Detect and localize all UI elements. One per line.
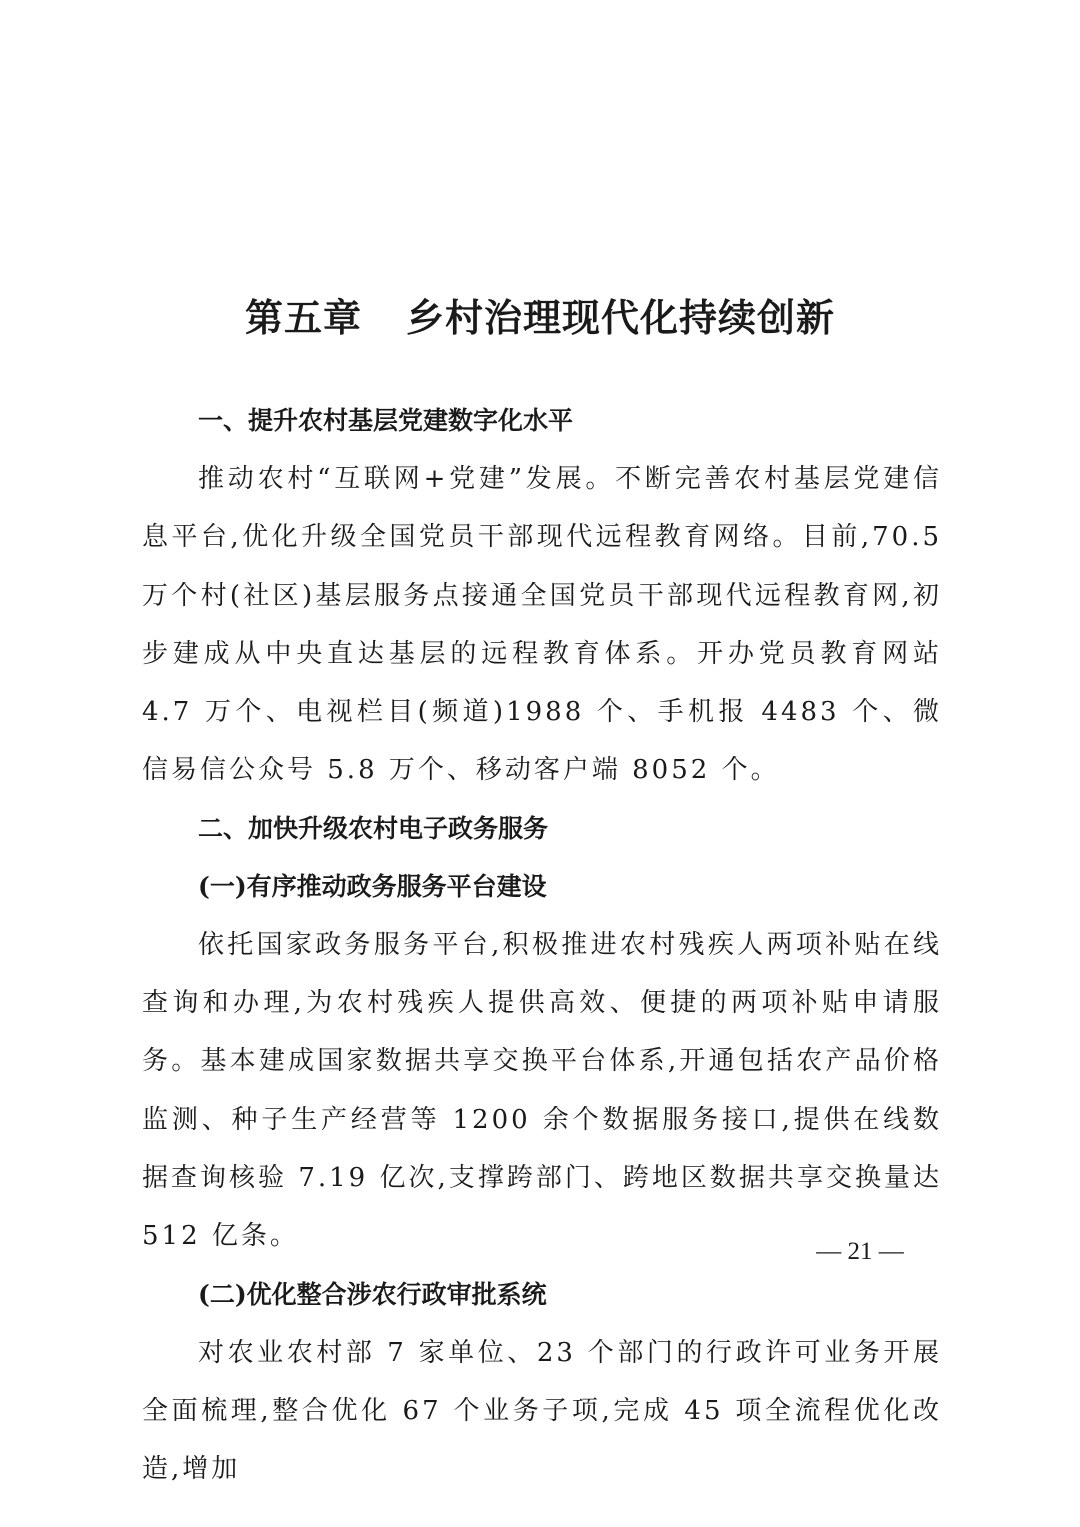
section-1-paragraph: 推动农村“互联网+党建”发展。不断完善农村基层党建信息平台,优化升级全国党员干部现代远程教育网络。目前,70.5 万个村(社区)基层服务点接通全国党员干部现代远程教育网,初步建成从中央直达基层的远程教育体系。开办党员教育网站 4.7 万个、电视栏目(频道)1988 个、手机报 4483 个、微信易信公众号 5.8 万个、移动客户端 8052 个。 bbox=[142, 464, 942, 786]
section-heading-2: 二、加快升级农村电子政务服务 bbox=[198, 813, 549, 843]
subsection-heading-1: (一)有序推动政务服务平台建设 bbox=[198, 871, 547, 901]
body-content bbox=[142, 392, 942, 1498]
subsection-1-paragraph: 依托国家政务服务平台,积极推进农村残疾人两项补贴在线查询和办理,为农村残疾人提供高效、便捷的两项补贴申请服务。基本建成国家数据共享交换平台体系,开通包括农产品价格监测、种子生产经营等 1200 余个数据服务接口,提供在线数据查询核验 7.19 亿次,支撑跨部门、跨地区数据共享交换量达 512 亿条。 bbox=[142, 929, 942, 1252]
chapter-name: 乡村治理现代化持续创新 bbox=[406, 295, 836, 340]
section-heading-1: 一、提升农村基层党建数字化水平 bbox=[198, 406, 574, 435]
subsection-heading-2: (二)优化整合涉农行政审批系统 bbox=[198, 1279, 547, 1309]
page-number: — 21 — bbox=[816, 1238, 904, 1265]
subsection-2-paragraph: 对农业农村部 7 家单位、23 个部门的行政许可业务开展全面梳理,整合优化 67 个业务子项,完成 45 项全流程优化改造,增加 bbox=[142, 1337, 942, 1485]
chapter-title bbox=[0, 290, 1080, 346]
chapter-number: 第五章 bbox=[244, 295, 362, 340]
